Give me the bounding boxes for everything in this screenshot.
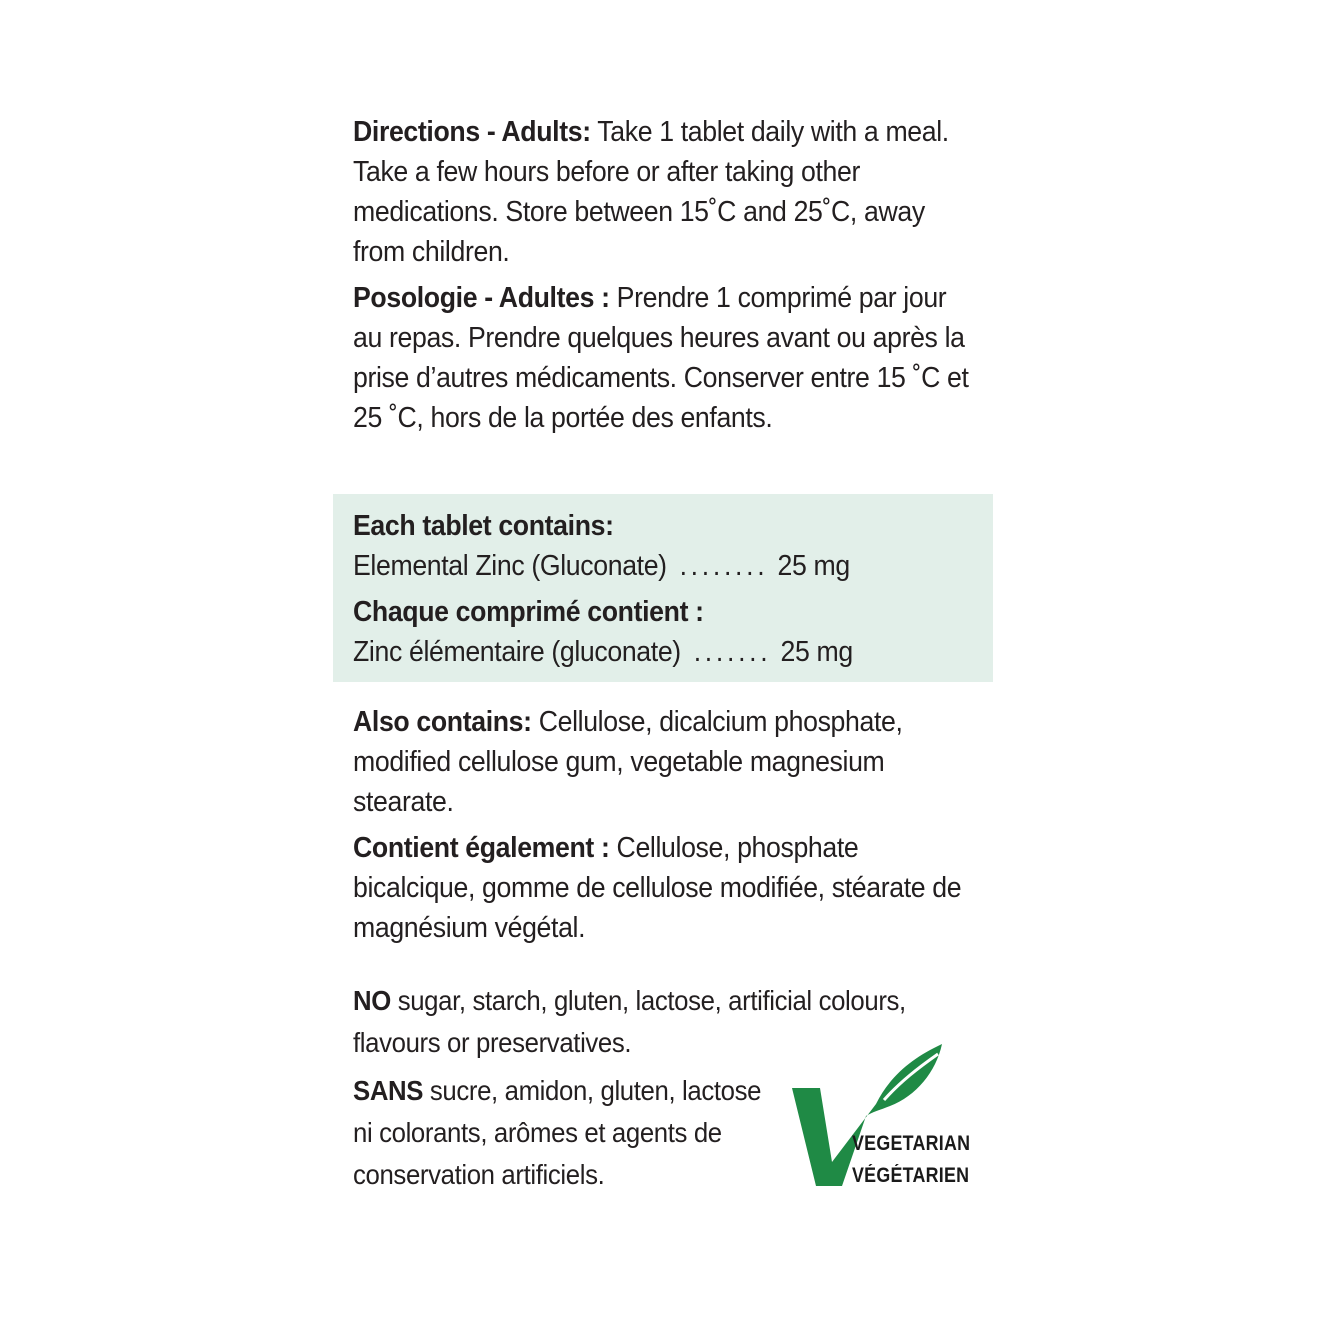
vegetarian-badge — [790, 1042, 990, 1192]
sans-heading: SANS — [353, 1075, 424, 1106]
ingredient-dots-en: ........ — [679, 550, 769, 582]
directions-section — [353, 112, 993, 438]
vegetarian-label-en: VEGETARIAN — [852, 1132, 971, 1155]
ingredients-box — [333, 494, 993, 682]
posologie-text: Prendre 1 comprimé par jour au repas. Prendre quelques heures avant ou après la prise d’autres médicaments. Conserver entre 15 ˚C et 25 ˚C, hors de la portée des enfants. — [353, 282, 969, 434]
also-contains-section — [353, 702, 993, 948]
ingredient-name-en: Elemental Zinc (Gluconate) — [353, 550, 667, 582]
contient-heading: Contient également : — [353, 832, 610, 864]
ingredient-amount-en: 25 mg — [777, 550, 850, 582]
ingredient-row-en — [353, 546, 979, 586]
ingredient-amount-fr: 25 mg — [780, 636, 853, 668]
also-contains-paragraph — [353, 702, 979, 822]
also-contains-text: Cellulose, dicalcium phosphate, modified cellulose gum, vegetable magnesium stearate. — [353, 706, 903, 818]
directions-paragraph — [353, 112, 979, 272]
ingredient-dots-fr: ....... — [693, 636, 772, 668]
no-text: sugar, starch, gluten, lactose, artificial colours, flavours or preservatives. — [353, 985, 906, 1058]
ingredient-name-fr: Zinc élémentaire (gluconate) — [353, 636, 681, 668]
sans-text: sucre, amidon, gluten, lactose ni colorants, arômes et agents de conservation artificiels. — [353, 1075, 762, 1190]
ingredients-heading-en — [353, 506, 979, 546]
ingredients-heading-en-text: Each tablet contains: — [353, 510, 614, 542]
sans-statement-section — [353, 1070, 773, 1196]
no-heading: NO — [353, 985, 391, 1016]
ingredients-heading-fr — [353, 592, 979, 632]
also-contains-heading: Also contains: — [353, 706, 532, 738]
directions-text: Take 1 tablet daily with a meal. Take a few hours before or after taking other medications. Store between 15˚C and 25˚C, away from children. — [353, 116, 949, 268]
vegetarian-label-fr: VÉGÉTARIEN — [852, 1164, 970, 1187]
ingredients-heading-fr-text: Chaque comprimé contient : — [353, 596, 704, 628]
sans-statement — [353, 1070, 776, 1196]
ingredient-row-fr — [353, 632, 979, 672]
contient-text: Cellulose, phosphate bicalcique, gomme de cellulose modifiée, stéarate de magnésium végétal. — [353, 832, 962, 944]
posologie-heading: Posologie - Adultes : — [353, 282, 610, 314]
posologie-paragraph — [353, 278, 979, 438]
directions-heading: Directions - Adults: — [353, 116, 591, 148]
contient-paragraph — [353, 828, 979, 948]
